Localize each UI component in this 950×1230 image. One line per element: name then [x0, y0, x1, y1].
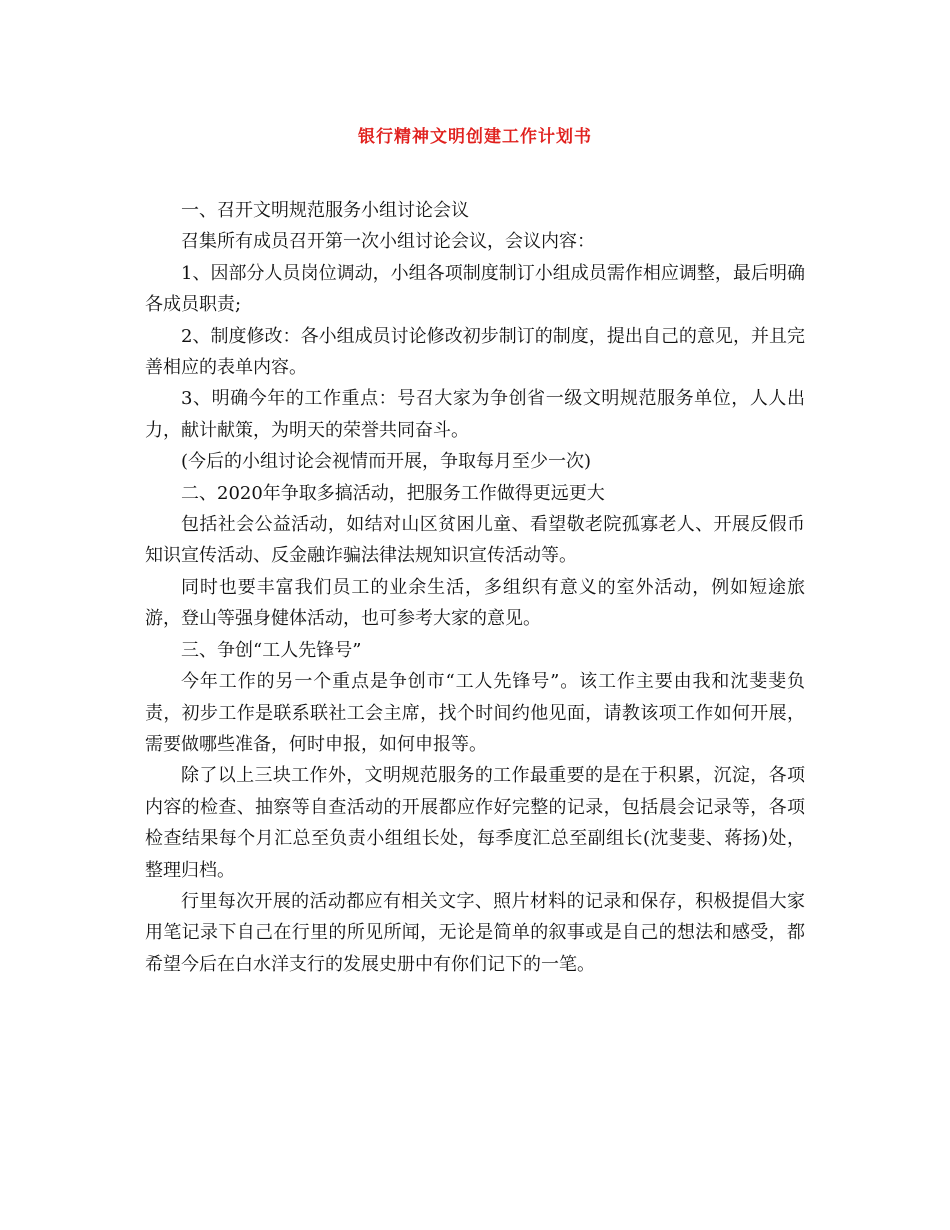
- paragraph: 今年工作的另一个重点是争创市“工人先锋号”。该工作主要由我和沈斐斐负责，初步工作是联系联社工会主席，找个时间约他见面，请教该项工作如何开展，需要做哪些准备，何时申报，如何申报等。: [145, 671, 805, 755]
- document-body: [145, 195, 805, 980]
- section-heading-1: 一、召开文明规范服务小组讨论会议: [181, 200, 469, 221]
- paragraph: 召集所有成员召开第一次小组讨论会议，会议内容：: [181, 231, 595, 253]
- paragraph: 同时也要丰富我们员工的业余生活，多组织有意义的室外活动，例如短途旅游，登山等强身健体活动，也可参考大家的意见。: [145, 576, 805, 630]
- paragraph: 行里每次开展的活动都应有相关文字、照片材料的记录和保存，积极提倡大家用笔记录下自己在行里的所见所闻，无论是简单的叙事或是自己的想法和感受，都希望今后在白水洋支行的发展史册中有你们记下的一笔。: [145, 890, 805, 975]
- section-heading-3: 三、争创“工人先锋号”: [181, 639, 362, 661]
- paragraph: 除了以上三块工作外，文明规范服务的工作最重要的是在于积累，沉淀，各项内容的检查、抽察等自查活动的开展都应作好完整的记录，包括晨会记录等，各项检查结果每个月汇总至负责小组组长处，每季度汇总至副组长(沈斐斐、蒋扬)处，整理归档。: [145, 765, 805, 881]
- paragraph: 2、制度修改：各小组成员讨论修改初步制订的制度，提出自己的意见，并且完善相应的表单内容。: [145, 325, 805, 379]
- paragraph: 3、明确今年的工作重点：号召大家为争创省一级文明规范服务单位，人人出力，献计献策，为明天的荣誉共同奋斗。: [145, 388, 805, 441]
- document-title: 银行精神文明创建工作计划书: [358, 127, 592, 147]
- paragraph: (今后的小组讨论会视情而开展，争取每月至少一次): [181, 451, 592, 473]
- paragraph: 1、因部分人员岗位调动，小组各项制度制订小组成员需作相应调整，最后明确各成员职责;: [145, 262, 805, 316]
- paragraph: 包括社会公益活动，如结对山区贫困儿童、看望敬老院孤寡老人、开展反假币知识宣传活动、反金融诈骗法律法规知识宣传活动等。: [145, 514, 805, 567]
- section-heading-2: 二、2020年争取多搞活动，把服务工作做得更远更大: [181, 482, 605, 504]
